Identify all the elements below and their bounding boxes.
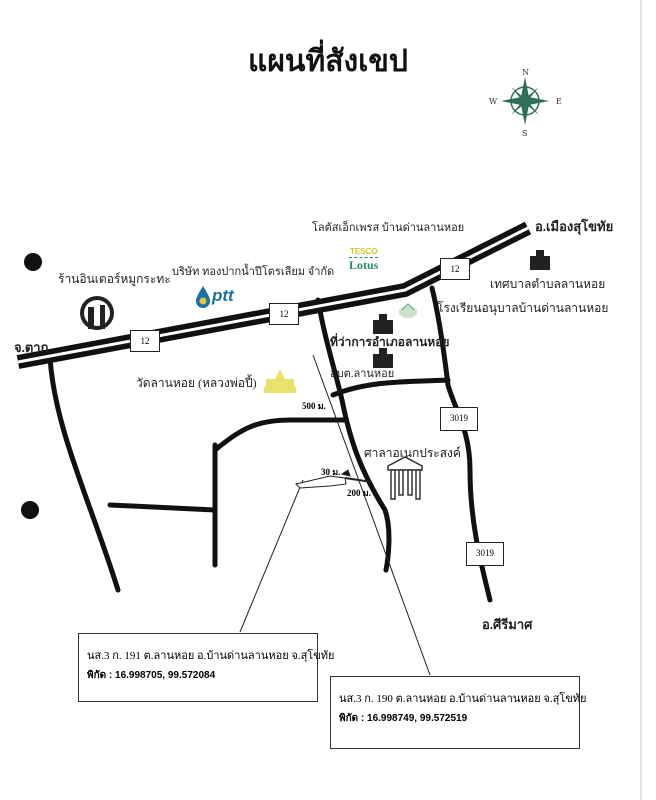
parcel-coordinates: พิกัด : 16.998749, 99.572519 bbox=[339, 713, 468, 724]
label-pavilion: ศาลาอเนกประสงค์ bbox=[364, 446, 461, 460]
route-3019-shield: 3019 bbox=[440, 407, 478, 431]
parcel-box-191 bbox=[78, 633, 335, 702]
label-municipality: เทศบาลตำบลลานหอย bbox=[490, 277, 606, 291]
ptt-logo-text: ptt bbox=[212, 286, 234, 305]
page-title: แผนที่สังเขป bbox=[248, 45, 408, 78]
leader-lines bbox=[240, 355, 430, 675]
route-12-shield: 12 bbox=[130, 330, 160, 352]
route-12-shield: 12 bbox=[269, 303, 299, 325]
punch-hole bbox=[21, 501, 39, 519]
punch-hole bbox=[24, 253, 42, 271]
restaurant-icon bbox=[80, 296, 114, 330]
school-icon bbox=[399, 304, 417, 318]
compass-west: W bbox=[489, 97, 498, 106]
tesco-logo-text: TESCO bbox=[350, 247, 378, 256]
route-3019-shield: 3019 bbox=[466, 542, 504, 566]
label-tak: จ.ตาก bbox=[14, 340, 49, 355]
parcel-description: นส.3 ก. 190 ต.ลานหอย อ.บ้านด่านลานหอย จ.สุโขทัย bbox=[339, 693, 587, 705]
highway-12 bbox=[18, 228, 528, 362]
pavilion-icon bbox=[388, 457, 422, 499]
ptt-logo-icon bbox=[196, 286, 210, 308]
compass-south: S bbox=[522, 129, 528, 138]
parcel-box-190 bbox=[330, 676, 587, 749]
label-restaurant: ร้านอินเตอร์หมูกระทะ bbox=[58, 272, 171, 286]
parcel-coordinates: พิกัด : 16.998705, 99.572084 bbox=[87, 670, 216, 681]
temple-icon bbox=[264, 369, 296, 393]
label-lotus-express: โลตัสเอ็กเพรส บ้านด่านลานหอย bbox=[312, 222, 465, 234]
building-icon bbox=[530, 250, 550, 270]
label-temple: วัดลานหอย (หลวงพ่อปี้) bbox=[136, 376, 257, 390]
label-ptt-company: บริษัท ทองปากน้ำปีโตรเลียม จำกัด bbox=[172, 266, 335, 278]
compass-north: N bbox=[522, 68, 529, 77]
label-mueang-sukhothai: อ.เมืองสุโขทัย bbox=[535, 219, 614, 234]
parcel-description: นส.3 ก. 191 ต.ลานหอย อ.บ้านด่านลานหอย จ.สุโขทัย bbox=[87, 650, 335, 662]
compass-east: E bbox=[556, 97, 562, 106]
label-district-office: ที่ว่าการอำเภอลานหอย bbox=[330, 335, 450, 349]
distance-30m: 30 ม. bbox=[321, 467, 341, 477]
label-sao: อบต.ลานหอย bbox=[330, 368, 395, 380]
distance-200m: 200 ม. bbox=[347, 488, 371, 498]
route-12-shield: 12 bbox=[440, 258, 470, 280]
lotus-logo-text: Lotus bbox=[349, 258, 379, 272]
building-icon bbox=[373, 314, 393, 334]
distance-500m: 500 ม. bbox=[302, 401, 326, 411]
label-school: โรงเรียนอนุบาลบ้านด่านลานหอย bbox=[437, 301, 609, 315]
label-si-satchanalai: อ.ศีรีมาศ bbox=[482, 617, 533, 632]
